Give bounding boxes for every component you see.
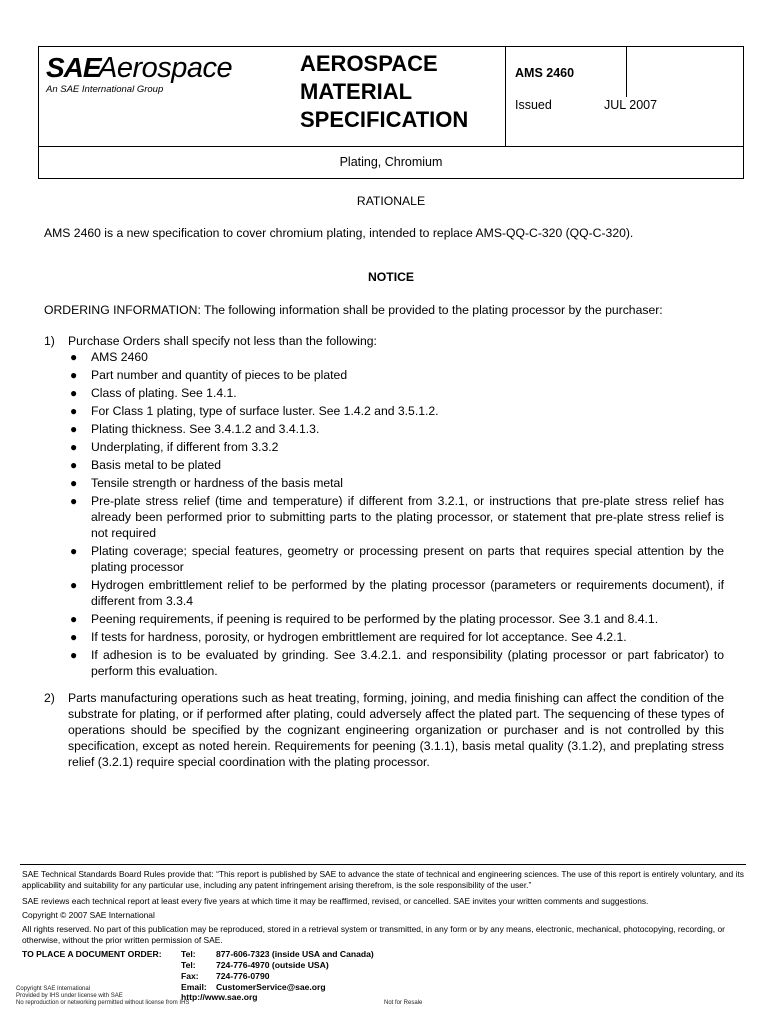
list-item-text: Underplating, if different from 3.3.2 [91, 440, 279, 454]
requirements-list [70, 349, 724, 681]
list-item-text: Plating thickness. See 3.4.1.2 and 3.4.1.3. [91, 422, 320, 436]
bullet-icon: ● [70, 368, 78, 382]
bullet-icon: ● [70, 404, 78, 418]
list-item-text: Basis metal to be plated [91, 458, 222, 472]
contact-label: Tel: [181, 949, 196, 959]
footer-review-note: SAE reviews each technical report at least every five years at which time it may be reaffirmed, revised, or cancelled. SAE invites your written comments and suggestions. [22, 896, 649, 906]
document-subject: Plating, Chromium [339, 155, 443, 169]
list-item [70, 475, 724, 491]
bullet-icon: ● [70, 544, 78, 558]
rationale-text: AMS 2460 is a new specification to cover chromium plating, intended to replace AMS-QQ-C-320 (QQ-C-320). [44, 226, 634, 240]
issued-date: JUL 2007 [604, 98, 658, 112]
list-item [70, 629, 724, 645]
bullet-icon: ● [70, 494, 78, 508]
order-label: TO PLACE A DOCUMENT ORDER: [22, 949, 162, 959]
item-number: 1) [44, 334, 55, 348]
list-item-text: Peening requirements, if peening is required to be performed by the plating processor. See 3.1 and 8.4.1. [91, 612, 659, 626]
list-item [70, 403, 724, 419]
license-note: Copyright SAE International [16, 986, 91, 992]
license-note: No reproduction or networking permitted without license from IHS [16, 1000, 190, 1006]
bullet-icon: ● [70, 612, 78, 626]
ams-number: AMS 2460 [515, 66, 575, 80]
header-divider [505, 46, 506, 147]
list-item [70, 439, 724, 455]
list-item-text: Part number and quantity of pieces to be plated [91, 368, 348, 382]
bullet-icon: ● [70, 440, 78, 454]
contact-fax: 724-776-0790 [216, 971, 270, 981]
bullet-icon: ● [70, 648, 78, 662]
contact-label: Fax: [181, 971, 199, 981]
list-item [70, 493, 724, 541]
not-for-resale-note: Not for Resale [384, 1000, 423, 1006]
website-link[interactable]: http://www.sae.org [181, 992, 258, 1002]
list-item [70, 577, 724, 609]
list-item-text: AMS 2460 [91, 350, 148, 364]
bullet-icon: ● [70, 350, 78, 364]
bullet-icon: ● [70, 578, 78, 592]
list-item-text: Class of plating. See 1.4.1. [91, 386, 237, 400]
header-divider [38, 146, 744, 147]
list-item [70, 385, 724, 401]
list-item [70, 611, 724, 627]
item-text: Parts manufacturing operations such as heat treating, forming, joining, and media finishing can affect the condition of the substrate for plating, or if performed after plating, could adversely affect the plated part. The sequencing of these types of operations should be specified by the cognizant engineering organization or purchaser and is not controlled by this specification, except as noted herein. Requirements for peening (3.1.1), basis metal quality (3.1.2), and preplating stress relief (3.2.1) require special coordination with the plating processor. [68, 691, 724, 769]
bullet-icon: ● [70, 422, 78, 436]
notice-heading: NOTICE [367, 270, 415, 284]
contact-phone: 877-606-7323 (inside USA and Canada) [216, 949, 374, 959]
issued-label: Issued [515, 98, 552, 112]
list-item-text: Tensile strength or hardness of the basis metal [91, 476, 344, 490]
license-note: Provided by IHS under license with SAE [16, 993, 123, 999]
footer-rights: All rights reserved. No part of this publication may be reproduced, stored in a retrieval system or transmitted, in any form or by any means, electronic, mechanical, photocopying, recording, or otherwise, without the prior written permission of SAE. [22, 924, 725, 945]
list-item [70, 457, 724, 473]
list-item-text: For Class 1 plating, type of surface luster. See 1.4.2 and 3.5.1.2. [91, 404, 439, 418]
list-item-text: Pre-plate stress relief (time and temperature) if different from 3.2.1, or instructions that pre-plate stress relief has already been performed prior to submitting parts to the plating processor, or statement that pre-plate stress relief is not required [91, 494, 724, 540]
logo-tagline: An SAE International Group [46, 84, 164, 95]
list-item-text: Plating coverage; special features, geometry or processing present on parts that requires special attention by the plating processor [91, 544, 724, 574]
list-item-text: Hydrogen embrittlement relief to be performed by the plating processor (parameters or requirements document), if different from 3.3.4 [91, 578, 724, 608]
bullet-icon: ● [70, 458, 78, 472]
list-item-text: If adhesion is to be evaluated by grinding. See 3.4.2.1. and responsibility (plating processor or part fabricator) to perform this evaluation. [91, 648, 724, 678]
list-item [70, 421, 724, 437]
spec-title-line: MATERIAL [300, 79, 413, 104]
spec-title-line: SPECIFICATION [300, 107, 469, 132]
sae-logo: SAE [46, 52, 101, 83]
bullet-icon: ● [70, 386, 78, 400]
list-item [70, 349, 724, 365]
list-item [70, 647, 724, 679]
ordering-information: ORDERING INFORMATION: The following information shall be provided to the plating processor by the purchaser: [44, 303, 663, 317]
item-text: Purchase Orders shall specify not less than the following: [68, 334, 377, 348]
bullet-icon: ● [70, 630, 78, 644]
list-item [70, 543, 724, 575]
contact-label: Tel: [181, 960, 196, 970]
list-item [70, 367, 724, 383]
header-divider [626, 46, 627, 97]
spec-title-line: AEROSPACE [300, 51, 438, 76]
footer-copyright: Copyright © 2007 SAE International [22, 910, 155, 920]
contact-email-link[interactable]: CustomerService@sae.org [216, 982, 326, 992]
bullet-icon: ● [70, 476, 78, 490]
footer-divider [20, 864, 746, 865]
aerospace-logo-text: Aerospace [98, 52, 233, 84]
footer-board-rules: SAE Technical Standards Board Rules provide that: “This report is published by SAE to advance the state of technical and engineering sciences. The use of this report is entirely voluntary, and its applicability and suitability for any particular use, including any patent infringement arising therefrom, is the sole responsibility of the user.” [22, 869, 744, 890]
rationale-heading: RATIONALE [356, 194, 426, 208]
contact-phone: 724-776-4970 (outside USA) [216, 960, 329, 970]
contact-label: Email: [181, 982, 207, 992]
item-number: 2) [44, 691, 55, 705]
list-item-text: If tests for hardness, porosity, or hydrogen embrittlement are required for lot acceptance. See 4.2.1. [91, 630, 627, 644]
